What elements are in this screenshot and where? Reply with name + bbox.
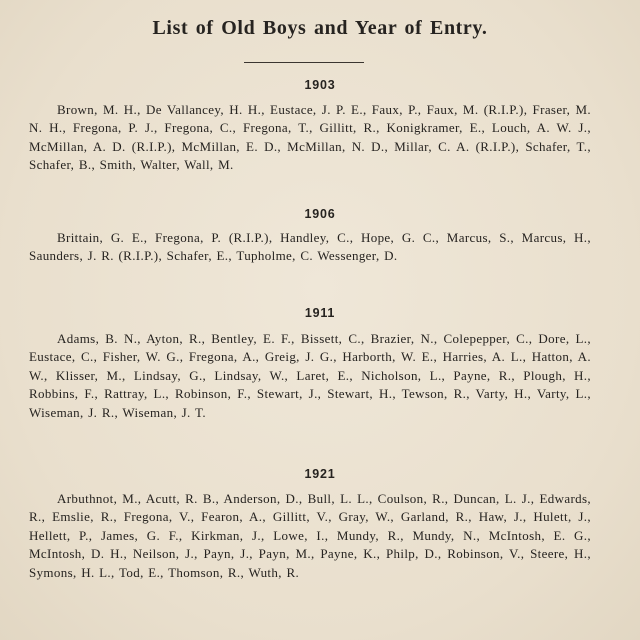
section-year-1921: 1921 [304, 467, 336, 481]
section-year-1906: 1906 [304, 207, 336, 221]
section-names-1906: Brittain, G. E., Fregona, P. (R.I.P.), Handley, C., Hope, G. C., Marcus, S., Marcus, H., Saunders, J. R. (R.I.P.), Schafer, E., Tupholme, C. Wessenger, D. [29, 230, 591, 264]
section-names-1921: Arbuthnot, M., Acutt, R. B., Anderson, D., Bull, L. L., Coulson, R., Duncan, L. J., Edwards, R., Emslie, R., Fregona, V., Fearon, A., Gillitt, V., Gray, W., Garland, R., Haw, J., Hulett, J., Hellett, P., James, G. F., Kirkman, J., Lowe, I., Mundy, R., Mundy, N., McIntosh, E. G., McIntosh, D. H., Neilson, J., Payn, J., Payn, M., Payne, K., Philp, D., Robinson, V., Steere, H., Symons, H. L., Tod, E., Thomson, R., Wuth, R. [29, 491, 591, 580]
section-year-1903: 1903 [304, 78, 336, 92]
title-rule [244, 62, 364, 63]
section-year-1911: 1911 [304, 306, 336, 320]
page-title: List of Old Boys and Year of Entry. [152, 17, 488, 39]
section-names-1903: Brown, M. H., De Vallancey, H. H., Eustace, J. P. E., Faux, P., Faux, M. (R.I.P.), Fraser, M. N. H., Fregona, P. J., Fregona, C., Fregona, T., Gillitt, R., Konigkramer, E., Louch, A. W. J., McMillan, A. D. (R.I.P.), McMillan, E. D., McMillan, N. D., Millar, C. A. (R.I.P.), Schafer, T., Schafer, B., Smith, Walter, Wall, M. [29, 102, 591, 173]
section-names-1911: Adams, B. N., Ayton, R., Bentley, E. F., Bissett, C., Brazier, N., Colepepper, C., Dore, L., Eustace, C., Fisher, W. G., Fregona, A., Greig, J. G., Harborth, W. E., Harries, A. L., Hatton, A. W., Klisser, M., Lindsay, G., Lindsay, W., Laret, E., Nicholson, L., Payne, R., Plough, H., Robbins, F., Rattray, L., Robinson, F., Stewart, J., Stewart, H., Tewson, R., Varty, H., Varty, L., Wiseman, J. R., Wiseman, J. T. [29, 331, 591, 420]
